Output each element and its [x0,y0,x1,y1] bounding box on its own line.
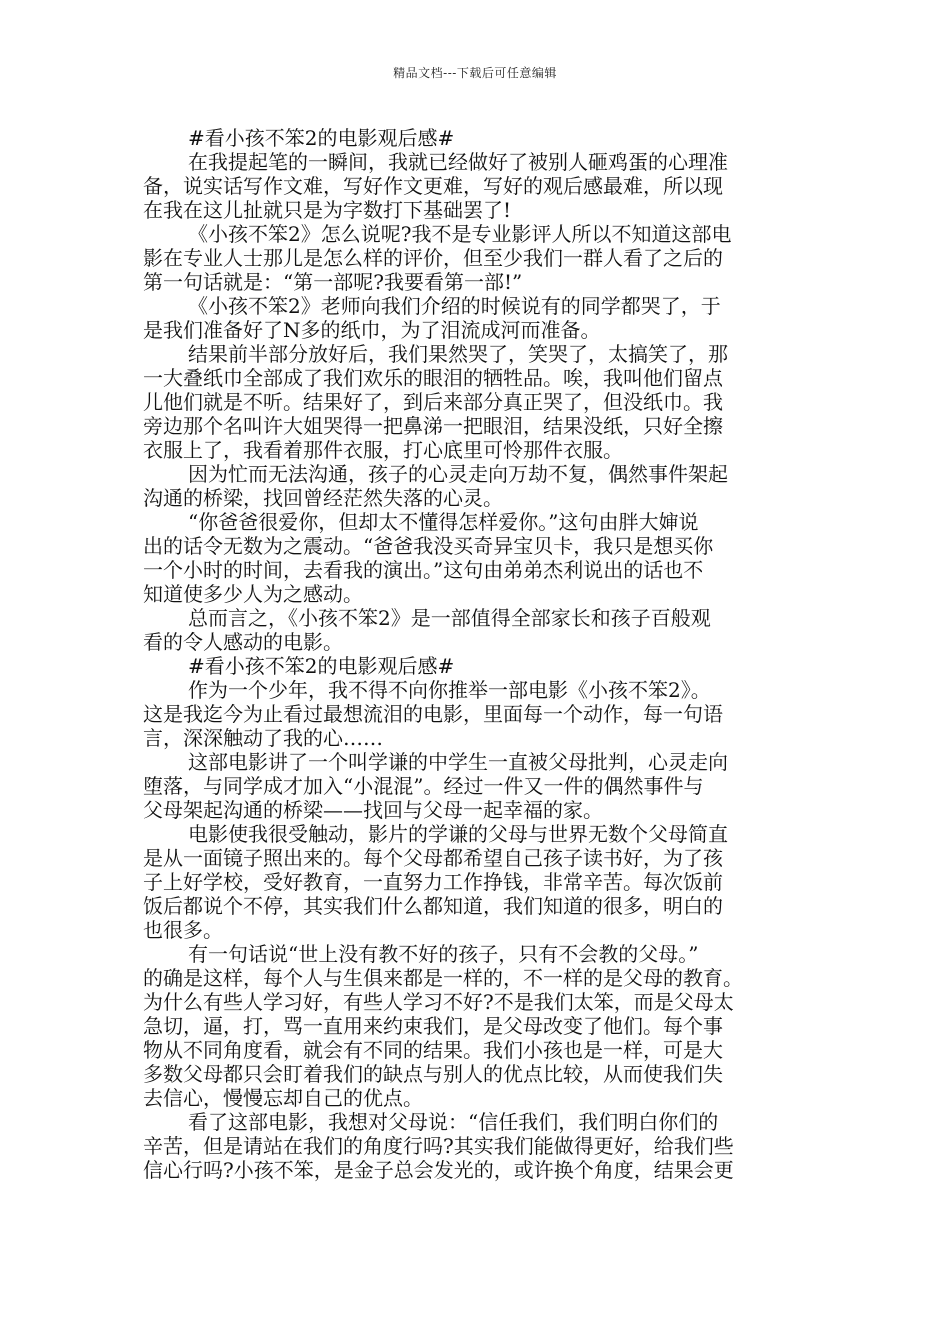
text-line: 影在专业人士那儿是怎么样的评价，但至少我们一群人看了之后的 [143,246,723,270]
text-line: 备，说实话写作文难，写好作文更难，写好的观后感最难，所以现 [143,174,723,198]
text-line: 结果前半部分放好后，我们果然哭了，笑哭了，太搞笑了，那 [188,342,728,366]
text-line: 这是我迄今为止看过最想流泪的电影，里面每一个动作，每一句语 [143,702,723,726]
text-line: 儿他们就是不听。结果好了，到后来部分真正哭了，但没纸巾。我 [143,390,723,414]
text-line: 在我提起笔的一瞬间，我就已经做好了被别人砸鸡蛋的心理准 [188,150,728,174]
text-line: 饭后都说个不停，其实我们什么都知道，我们知道的很多，明白的 [143,894,723,918]
text-line: #看小孩不笨2的电影观后感# [188,126,455,150]
text-line: 沟通的桥梁，找回曾经茫然失落的心灵。 [143,486,503,510]
text-line: 因为忙而无法沟通，孩子的心灵走向万劫不复，偶然事件架起 [188,462,728,486]
text-line: 作为一个少年，我不得不向你推举一部电影《小孩不笨2》。 [188,678,711,702]
text-line: 辛苦，但是请站在我们的角度行吗?其实我们能做得更好，给我们些 [143,1134,734,1158]
text-line: 看了这部电影，我想对父母说：“信任我们，我们明白你们的 [188,1110,719,1134]
text-line: 信心行吗?小孩不笨，是金子总会发光的，或许换个角度，结果会更 [143,1158,734,1182]
text-line: 言，深深触动了我的心…… [143,726,383,750]
document-body [143,126,815,1182]
text-line: 多数父母都只会盯着我们的缺点与别人的优点比较，从而使我们失 [143,1062,723,1086]
text-line: 衣服上了，我看着那件衣服，打心底里可怜那件衣服。 [143,438,623,462]
text-line: 堕落，与同学成才加入“小混混”。经过一件又一件的偶然事件与 [143,774,704,798]
text-line: 为什么有些人学习好，有些人学习不好?不是我们太笨，而是父母太 [143,990,734,1014]
text-line: 子上好学校，受好教育，一直努力工作挣钱，非常辛苦。每次饭前 [143,870,723,894]
text-line: “你爸爸很爱你，但却太不懂得怎样爱你。”这句由胖大婶说 [188,510,699,534]
text-line: 的确是这样，每个人与生俱来都是一样的，不一样的是父母的教育。 [143,966,743,990]
text-line: 一大叠纸巾全部成了我们欢乐的眼泪的牺牲品。唉，我叫他们留点 [143,366,723,390]
text-line: 物从不同角度看，就会有不同的结果。我们小孩也是一样，可是大 [143,1038,723,1062]
text-line: 在我在这儿扯就只是为字数打下基础罢了! [143,198,512,222]
text-line: 出的话令无数为之震动。“爸爸我没买奇异宝贝卡，我只是想买你 [143,534,714,558]
text-line: #看小孩不笨2的电影观后感# [188,654,455,678]
text-line: 一个小时的时间，去看我的演出。”这句由弟弟杰利说出的话也不 [143,558,704,582]
text-line: 总而言之，《小孩不笨2》是一部值得全部家长和孩子百般观 [188,606,711,630]
text-line: 《小孩不笨2》怎么说呢?我不是专业影评人所以不知道这部电 [188,222,732,246]
text-line: 《小孩不笨2》老师向我们介绍的时候说有的同学都哭了，于 [188,294,721,318]
text-line: 这部电影讲了一个叫学谦的中学生一直被父母批判，心灵走向 [188,750,728,774]
text-line: 旁边那个名叫许大姐哭得一把鼻涕一把眼泪，结果没纸，只好全擦 [143,414,723,438]
text-line: 是我们准备好了N多的纸巾，为了泪流成河而准备。 [143,318,601,342]
text-line: 去信心，慢慢忘却自己的优点。 [143,1086,423,1110]
text-line: 急切，逼，打，骂一直用来约束我们，是父母改变了他们。每个事 [143,1014,723,1038]
text-line: 看的令人感动的电影。 [143,630,343,654]
text-line: 也很多。 [143,918,223,942]
text-line: 是从一面镜子照出来的。每个父母都希望自己孩子读书好，为了孩 [143,846,723,870]
text-line: 电影使我很受触动，影片的学谦的父母与世界无数个父母简直 [188,822,728,846]
text-line: 知道使多少人为之感动。 [143,582,363,606]
page-header: 精品文档---下载后可任意编辑 [393,66,557,80]
text-line: 有一句话说“世上没有教不好的孩子，只有不会教的父母。” [188,942,699,966]
text-line: 第一句话就是：“第一部呢?我要看第一部!” [143,270,523,294]
text-line: 父母架起沟通的桥梁——找回与父母一起幸福的家。 [143,798,603,822]
